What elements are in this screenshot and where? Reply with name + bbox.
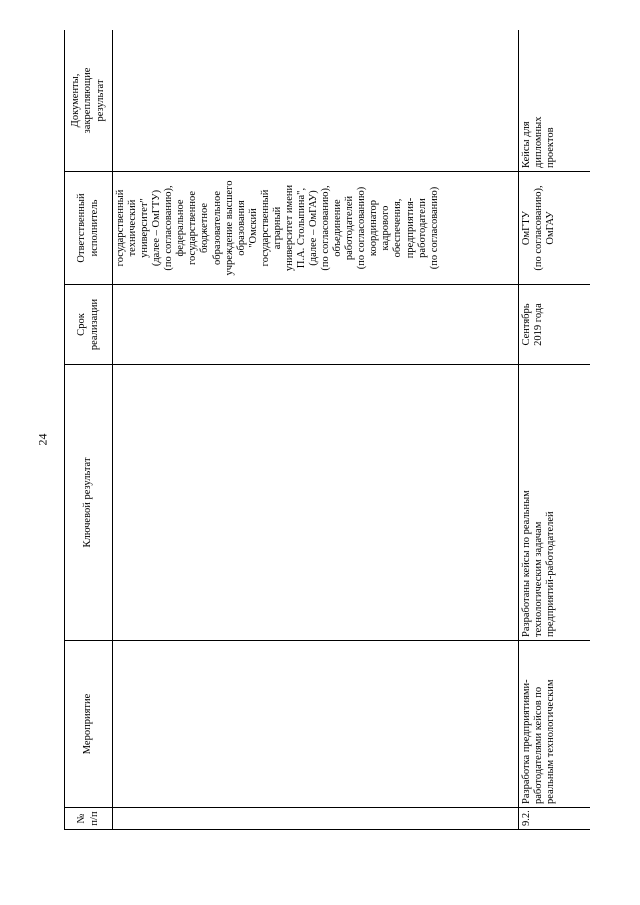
header-event: Мероприятие — [65, 641, 113, 808]
cell-result: Разработаны кейсы по реальным технологическим задачам предприятий-работодателей — [519, 365, 591, 641]
header-documents: Документы, закрепляющие результат — [65, 30, 113, 172]
cell-num — [113, 808, 519, 830]
table-row-9-2 — [519, 30, 591, 830]
cell-event — [113, 641, 519, 808]
cell-responsible: государственный технический университет" (далее – ОмГТУ) (по согласованию), федеральное государственное бюджетное образовательное учреждение высшего образования "Омский государственный аграрный университет имени П.А. Столыпина", (далее – ОмГАУ) (по согласованию), объединение работодателей (по согласованию) координатор кадрового обеспечения, предприятия- работодатели (по согласованию) — [113, 172, 519, 285]
table-row-continuation — [113, 30, 519, 830]
header-term: Срок реализации — [65, 285, 113, 365]
header-num: № п/п — [65, 808, 113, 830]
cell-event: Разработка предприятиями- работодателями кейсов по реальным технологическим — [519, 641, 591, 808]
cell-term: Сентябрь 2019 года — [519, 285, 591, 365]
page-number: 24 — [35, 433, 50, 446]
table-header-row — [65, 30, 113, 830]
cell-result — [113, 365, 519, 641]
rotated-table — [64, 30, 590, 830]
table-container — [64, 30, 590, 830]
cell-num: 9.2. — [519, 808, 591, 830]
cell-term — [113, 285, 519, 365]
header-responsible: Ответственный исполнитель — [65, 172, 113, 285]
cell-documents — [113, 30, 519, 172]
cell-documents: Кейсы для дипломных проектов — [519, 30, 591, 172]
cell-responsible: ОмГТУ (по согласованию), ОмГАУ — [519, 172, 591, 285]
header-result: Ключевой результат — [65, 365, 113, 641]
activities-table — [64, 30, 590, 830]
